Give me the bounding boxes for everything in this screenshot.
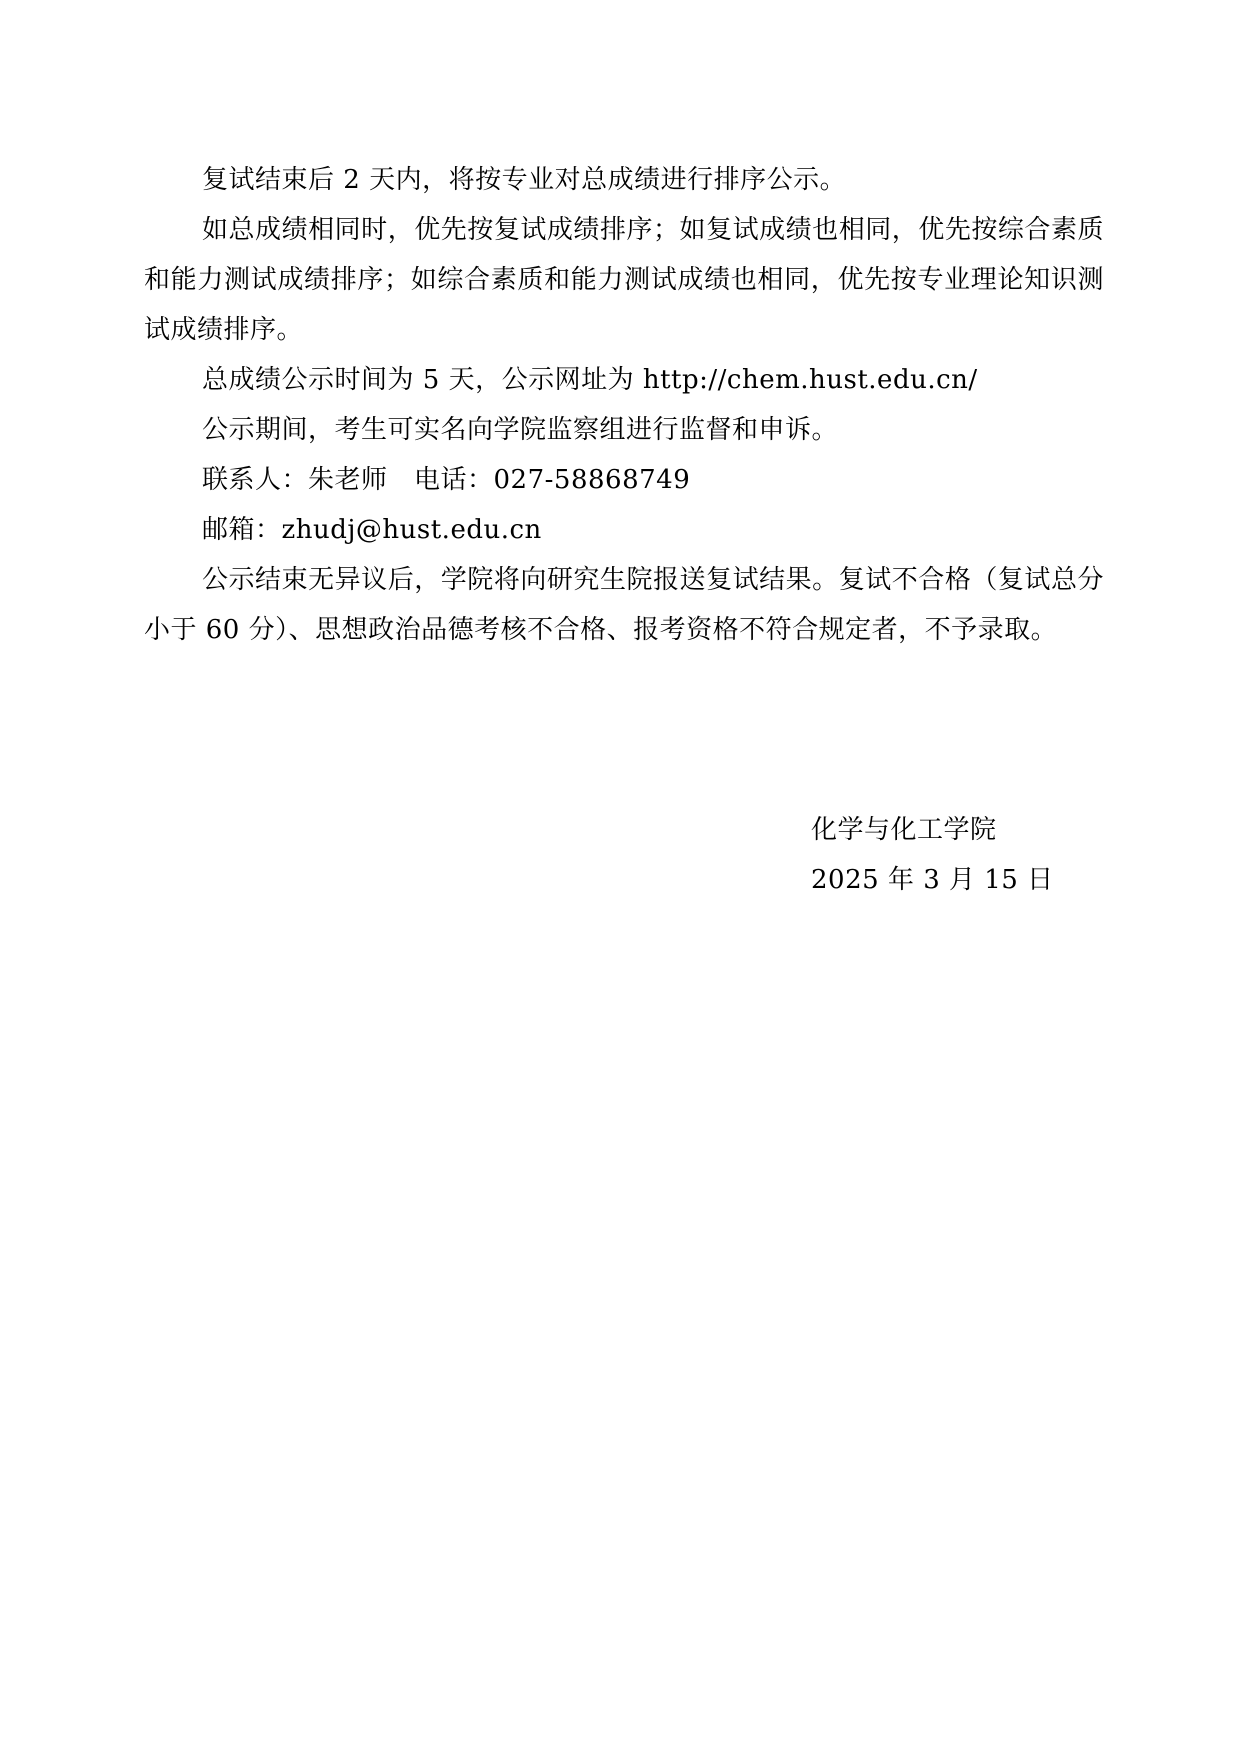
paragraph-publicity-period: 总成绩公示时间为 5 天，公示网址为 http://chem.hust.edu.cn/ [202, 365, 978, 395]
paragraph-admission-result: 公示结束无异议后，学院将向研究生院报送复试结果。复试不合格（复试总分小于 60 分）、思想政治品德考核不合格、报考资格不符合规定者，不予录取。 [144, 565, 1104, 645]
paragraph-contact-phone: 联系人：朱老师 电话：027-58868749 [202, 465, 691, 495]
signature-date: 2025 年 3 月 15 日 [811, 865, 1054, 895]
paragraph-ranking-notice: 复试结束后 2 天内，将按专业对总成绩进行排序公示。 [202, 165, 847, 195]
paragraph-appeal-notice: 公示期间，考生可实名向学院监察组进行监督和申诉。 [202, 415, 839, 445]
signature-block [811, 805, 1054, 905]
signature-organization: 化学与化工学院 [811, 815, 997, 845]
paragraph-contact-email: 邮箱：zhudj@hust.edu.cn [202, 515, 542, 545]
document-body [144, 155, 1104, 655]
paragraph-tie-break-rules: 如总成绩相同时，优先按复试成绩排序；如复试成绩也相同，优先按综合素质和能力测试成绩排序；如综合素质和能力测试成绩也相同，优先按专业理论知识测试成绩排序。 [144, 215, 1104, 345]
